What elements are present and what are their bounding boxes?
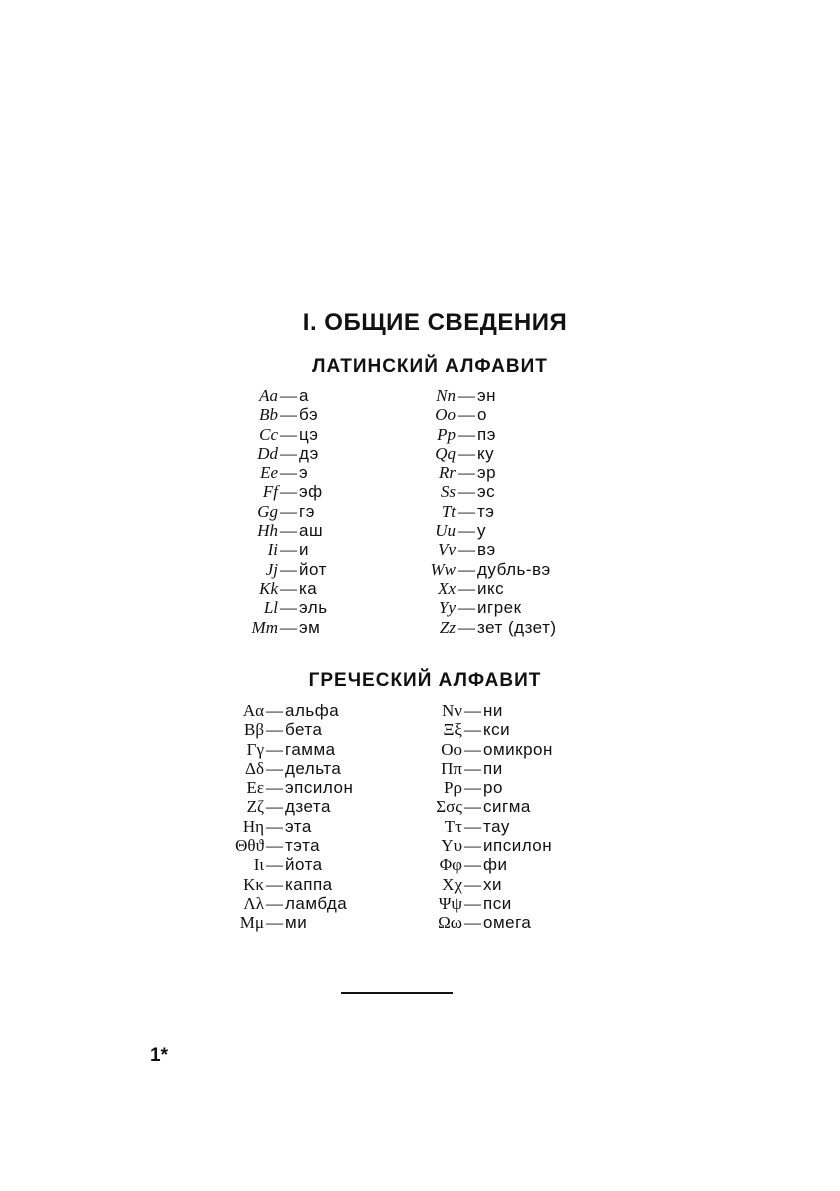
latin-letter-name: а <box>299 386 309 405</box>
greek-letter-name: ни <box>483 701 503 720</box>
dash: — <box>464 874 481 894</box>
latin-letter-name: пэ <box>477 424 496 444</box>
dash: — <box>464 701 481 720</box>
dash: — <box>266 816 283 836</box>
latin-letter-name: эль <box>299 598 328 618</box>
dash: — <box>280 559 297 579</box>
dash: — <box>458 424 475 444</box>
greek-letter: Οο <box>441 739 462 759</box>
dash: — <box>280 443 297 463</box>
greek-row <box>400 759 553 778</box>
greek-row <box>400 778 553 797</box>
latin-row <box>400 405 557 424</box>
dash: — <box>266 797 283 817</box>
dash: — <box>280 617 297 637</box>
latin-row <box>226 598 328 617</box>
dash: — <box>266 720 283 740</box>
dash: — <box>458 386 475 405</box>
page-signature-mark: 1* <box>150 1045 168 1066</box>
latin-row <box>226 540 328 559</box>
latin-letter-name: зет (дзет) <box>477 617 557 637</box>
dash: — <box>280 463 297 483</box>
dash: — <box>464 913 481 933</box>
latin-letter: Cc <box>259 424 278 444</box>
dash: — <box>280 578 297 598</box>
latin-row <box>400 463 557 482</box>
greek-letter-name: ипсилон <box>483 836 553 856</box>
latin-letter: Oo <box>435 405 456 425</box>
dash: — <box>458 559 475 579</box>
latin-row <box>226 425 328 444</box>
dash: — <box>266 778 283 798</box>
greek-letter: Αα <box>242 701 264 720</box>
latin-letter: Gg <box>257 501 278 521</box>
greek-row <box>400 836 553 855</box>
greek-row <box>222 720 353 739</box>
latin-letter: Vv <box>438 540 456 560</box>
dash: — <box>280 501 297 521</box>
greek-letter-name: хи <box>483 874 502 894</box>
dash: — <box>266 893 283 913</box>
latin-letter-name: о <box>477 405 487 425</box>
dash: — <box>280 521 297 541</box>
latin-letter: Ll <box>263 598 278 618</box>
greek-letter: Μμ <box>239 913 264 933</box>
latin-letter-name: ку <box>477 443 495 463</box>
greek-letter-name: альфа <box>285 701 340 720</box>
greek-alphabet-heading: ГРЕЧЕСКИЙ АЛФАВИТ <box>308 670 542 691</box>
latin-row <box>226 463 328 482</box>
latin-row <box>400 560 557 579</box>
latin-letter-name: аш <box>299 521 324 541</box>
greek-row <box>400 701 553 720</box>
dash: — <box>464 778 481 798</box>
greek-letter: Ψψ <box>438 893 462 913</box>
dash: — <box>280 386 297 405</box>
page-title: I. ОБЩИЕ СВЕДЕНИЯ <box>302 309 568 336</box>
dash: — <box>266 913 283 933</box>
greek-row <box>400 720 553 739</box>
greek-letter-name: ламбда <box>285 893 348 913</box>
latin-letter: Ff <box>262 482 278 502</box>
dash: — <box>458 463 475 483</box>
dash: — <box>266 874 283 894</box>
dash: — <box>464 836 481 856</box>
greek-row <box>400 875 553 894</box>
dash: — <box>266 836 283 856</box>
latin-row <box>226 579 328 598</box>
dash: — <box>280 540 297 560</box>
latin-letter-name: йот <box>299 559 327 579</box>
greek-letter-name: ро <box>483 778 503 798</box>
latin-letter-name: цэ <box>299 424 319 444</box>
latin-letter: Xx <box>438 578 456 598</box>
latin-letter: Jj <box>265 559 278 579</box>
greek-row <box>400 894 553 913</box>
greek-letter: Ηη <box>242 816 264 836</box>
dash: — <box>464 893 481 913</box>
dash: — <box>464 739 481 759</box>
latin-letter-name: гэ <box>299 501 315 521</box>
latin-row <box>400 540 557 559</box>
greek-letter-name: кси <box>483 720 511 740</box>
latin-row <box>226 482 328 501</box>
latin-row <box>226 560 328 579</box>
dash: — <box>266 739 283 759</box>
greek-row <box>400 740 553 759</box>
latin-row <box>226 521 328 540</box>
greek-row <box>222 875 353 894</box>
greek-row <box>400 855 553 874</box>
greek-letter: Δδ <box>245 758 264 778</box>
latin-letter-name: у <box>477 521 486 541</box>
greek-letter-name: йота <box>285 855 323 875</box>
greek-row <box>222 894 353 913</box>
latin-letter: Dd <box>257 443 278 463</box>
greek-letter: Κκ <box>243 874 264 894</box>
greek-row <box>222 740 353 759</box>
latin-row <box>226 618 328 637</box>
greek-letter: Νν <box>442 701 462 720</box>
latin-letter-name: эр <box>477 463 497 483</box>
greek-letter-name: ми <box>285 913 308 933</box>
latin-letter-name: тэ <box>477 501 495 521</box>
dash: — <box>458 578 475 598</box>
greek-list-left <box>222 701 353 933</box>
greek-letter-name: дельта <box>285 758 342 778</box>
latin-letter-name: дубль-вэ <box>477 559 551 579</box>
dash: — <box>458 598 475 618</box>
latin-letter: Ww <box>430 559 456 579</box>
latin-letter-name: эс <box>477 482 496 502</box>
greek-letter: Ττ <box>444 816 462 836</box>
latin-row <box>400 579 557 598</box>
latin-letter-name: и <box>299 540 309 560</box>
greek-letter: Σσς <box>436 797 462 817</box>
latin-letter: Aa <box>259 386 278 405</box>
greek-row <box>400 797 553 816</box>
dash: — <box>458 501 475 521</box>
latin-letter-name: вэ <box>477 540 496 560</box>
latin-list-left <box>226 386 328 637</box>
dash: — <box>458 540 475 560</box>
latin-letter: Ii <box>267 540 278 560</box>
latin-letter-name: эн <box>477 386 497 405</box>
latin-alphabet-heading: ЛАТИНСКИЙ АЛФАВИТ <box>312 356 548 377</box>
latin-row <box>400 444 557 463</box>
greek-letter: Ββ <box>244 720 264 740</box>
greek-letter: Ππ <box>441 758 462 778</box>
latin-row <box>226 444 328 463</box>
section-divider <box>341 992 453 994</box>
dash: — <box>266 855 283 875</box>
greek-letter: Χχ <box>442 874 462 894</box>
latin-letter: Mm <box>251 617 278 637</box>
greek-row <box>222 759 353 778</box>
dash: — <box>458 443 475 463</box>
greek-row <box>400 913 553 932</box>
latin-letter-name: игрек <box>477 598 522 618</box>
latin-letter: Bb <box>259 405 278 425</box>
latin-letter: Rr <box>439 463 456 483</box>
greek-letter-name: омега <box>483 913 532 933</box>
dash: — <box>280 482 297 502</box>
greek-row <box>222 836 353 855</box>
greek-letter-name: каппа <box>285 874 333 894</box>
greek-letter-name: эпсилон <box>285 778 354 798</box>
latin-letter: Nn <box>436 386 456 405</box>
greek-row <box>222 817 353 836</box>
latin-letter: Yy <box>439 598 456 618</box>
latin-row <box>226 386 328 405</box>
latin-letter: Zz <box>439 617 456 637</box>
latin-letter-name: эф <box>299 482 323 502</box>
greek-letter-name: тэта <box>285 836 321 856</box>
greek-letter-name: сигма <box>483 797 531 817</box>
latin-row <box>400 521 557 540</box>
greek-letter-name: бета <box>285 720 323 740</box>
greek-row <box>400 817 553 836</box>
latin-row <box>400 425 557 444</box>
dash: — <box>464 816 481 836</box>
latin-letter: Ee <box>260 463 278 483</box>
greek-row <box>222 855 353 874</box>
dash: — <box>458 482 475 502</box>
dash: — <box>464 855 481 875</box>
latin-letter-name: бэ <box>299 405 319 425</box>
greek-letter: Θθϑ <box>235 836 264 856</box>
latin-letter-name: э <box>299 463 309 483</box>
greek-letter-name: пси <box>483 893 512 913</box>
latin-letter-name: дэ <box>299 443 319 463</box>
greek-letter: Υυ <box>441 836 462 856</box>
latin-letter-name: эм <box>299 617 321 637</box>
latin-letter: Kk <box>259 578 278 598</box>
latin-letter-name: ка <box>299 578 318 598</box>
greek-letter: Ιι <box>253 855 264 875</box>
dash: — <box>280 598 297 618</box>
greek-letter: Φφ <box>439 855 462 875</box>
greek-letter-name: фи <box>483 855 508 875</box>
latin-letter: Uu <box>435 521 456 541</box>
greek-letter-name: гамма <box>285 739 336 759</box>
dash: — <box>280 405 297 425</box>
latin-letter: Tt <box>441 501 456 521</box>
dash: — <box>266 701 283 720</box>
greek-letter: Ωω <box>438 913 462 933</box>
latin-letter-name: икс <box>477 578 505 598</box>
latin-row <box>400 618 557 637</box>
greek-letter: Λλ <box>243 893 264 913</box>
dash: — <box>464 797 481 817</box>
dash: — <box>458 617 475 637</box>
greek-letter-name: дзета <box>285 797 331 817</box>
dash: — <box>458 405 475 425</box>
greek-row <box>222 778 353 797</box>
latin-row <box>400 502 557 521</box>
greek-letter: Ζζ <box>246 797 264 817</box>
greek-letter-name: эта <box>285 816 312 836</box>
dash: — <box>458 521 475 541</box>
greek-row <box>222 797 353 816</box>
greek-letter: Εε <box>246 778 264 798</box>
latin-list-right <box>400 386 557 637</box>
latin-letter: Hh <box>257 521 278 541</box>
dash: — <box>280 424 297 444</box>
latin-letter: Qq <box>435 443 456 463</box>
greek-letter: Γγ <box>246 739 264 759</box>
dash: — <box>464 758 481 778</box>
latin-row <box>400 598 557 617</box>
greek-letter-name: тау <box>483 816 510 836</box>
greek-letter: Ξξ <box>443 720 462 740</box>
latin-row <box>226 405 328 424</box>
dash: — <box>464 720 481 740</box>
latin-letter: Pp <box>437 424 456 444</box>
greek-letter-name: омикрон <box>483 739 553 759</box>
greek-row <box>222 913 353 932</box>
greek-list-right <box>400 701 553 933</box>
greek-row <box>222 701 353 720</box>
greek-letter: Ρρ <box>444 778 462 798</box>
greek-letter-name: пи <box>483 758 503 778</box>
dash: — <box>266 758 283 778</box>
latin-row <box>226 502 328 521</box>
latin-row <box>400 386 557 405</box>
latin-row <box>400 482 557 501</box>
latin-letter: Ss <box>440 482 456 502</box>
